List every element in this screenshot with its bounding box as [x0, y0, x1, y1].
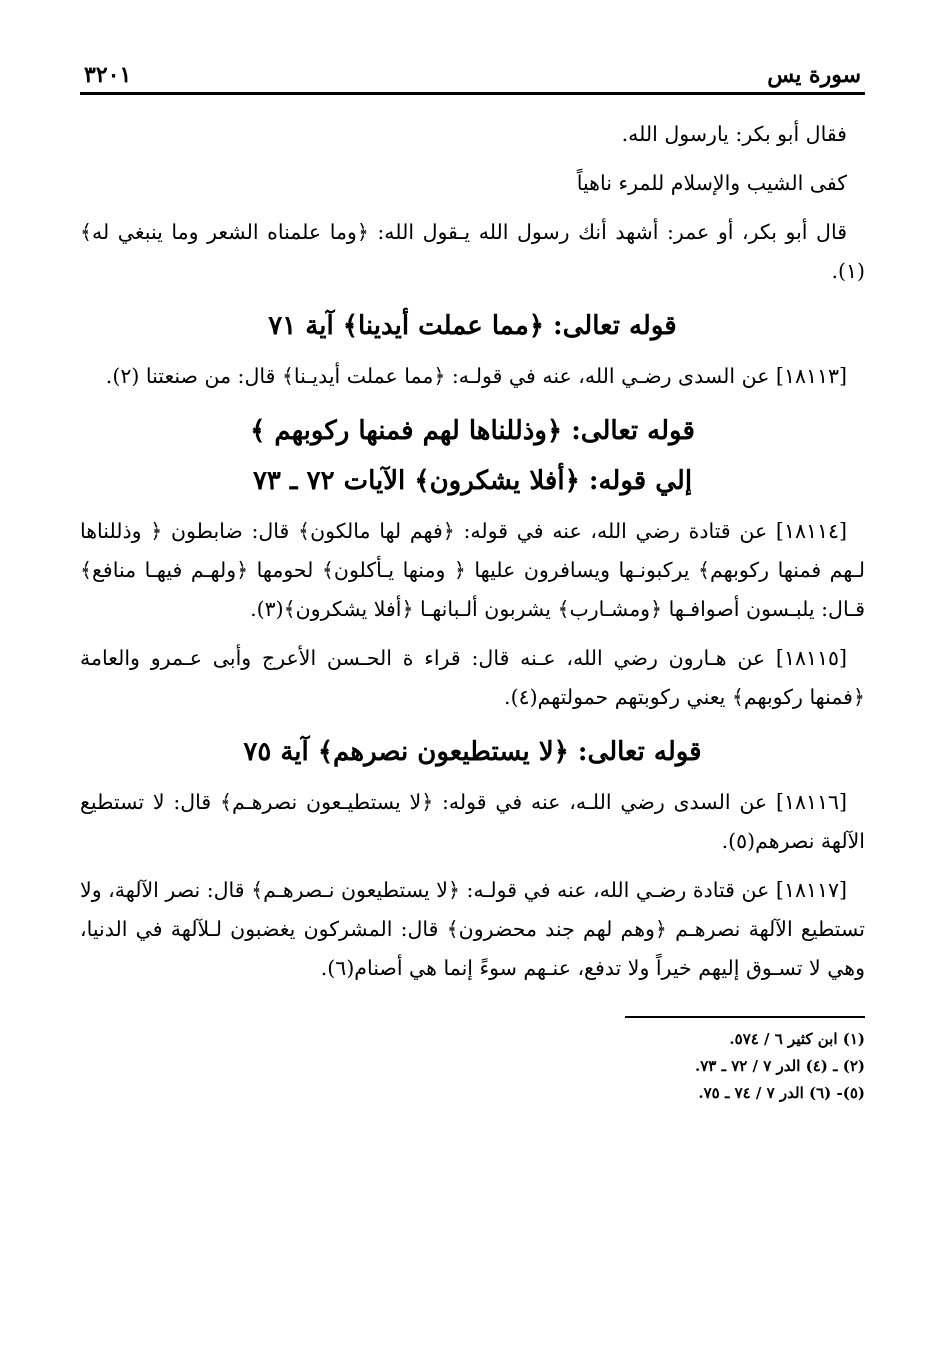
page-body	[80, 115, 865, 988]
paragraph: قال أبو بكر، أو عمر: أشهد أنك رسول الله يـقول الله: ﴿وما علمناه الشعر وما ينبغي له﴾(١).	[80, 220, 865, 283]
footnote-divider	[625, 1016, 865, 1018]
surah-title: سورة يس	[767, 62, 861, 88]
paragraph: [١٨١١٥] عن هـارون رضي الله، عـنه قال: قراء ة الحـسن الأعرج وأبى عـمرو والعامة ﴿فمنها ركوبهم﴾ يعني ركوبتهم حمولتهم(٤).	[80, 646, 865, 709]
paragraph: [١٨١١٧] عن قتادة رضـي الله، عنه في قولـه: ﴿لا يستطيعون نـصرهـم﴾ قال: نصر الآلهة، ولا تستطيع الآلهة نصرهـم ﴿وهم لهم جند محضرون﴾ قال: المشركون يغضبون لـلآلهة في الدنيا، وهي لا تسـوق إليهم خيراً ولا تدفع، عنـهم سوءً إنما هي أصنام(٦).	[80, 878, 865, 980]
paragraph: [١٨١١٦] عن السدى رضي اللـه، عنه في قوله: ﴿لا يستطيـعون نصرهـم﴾ قال: لا تستطيع الآلهة نصرهم(٥).	[80, 790, 865, 853]
footnotes	[80, 1016, 865, 1107]
page-header	[80, 52, 865, 95]
document-page	[80, 52, 865, 1107]
section-heading: قوله تعالى: ﴿مما عملت أيدينا﴾ آية ٧١	[268, 311, 677, 341]
footnote: (٥)- (٦) الدر ٧ / ٧٤ ـ ٧٥.	[698, 1084, 865, 1102]
footnote: (١) ابن كثير ٦ / ٥٧٤.	[729, 1030, 865, 1048]
section-heading: قوله تعالى: ﴿وذللناها لهم فمنها ركوبهم ﴾	[250, 416, 695, 446]
paragraph: [١٨١١٣] عن السدى رضـي الله، عنه في قولـه: ﴿مما عملت أيديـنا﴾ قال: من صنعتنا (٢).	[105, 364, 847, 388]
page-number: ٣٢٠١	[84, 62, 132, 88]
paragraph: [١٨١١٤] عن قتادة رضي الله، عنه في قوله: ﴿فهم لها مالكون﴾ قال: ضابطون ﴿ وذللناها لـهم فمنها ركوبهم﴾ يركبونـها ويسافرون عليها ﴿ ومنها يـأكلون﴾ لحومها ﴿ولهـم فيهـا منافع﴾ قـال: يلبـسون أصوافـها ﴿ومشـارب﴾ يشربون ألـبانهـا ﴿أفلا يشكرون﴾(٣).	[80, 519, 865, 621]
section-heading: قوله تعالى: ﴿لا يستطيعون نصرهم﴾ آية ٧٥	[243, 737, 702, 767]
footnote: (٢) ـ (٤) الدر ٧ / ٧٢ ـ ٧٣.	[694, 1057, 865, 1075]
paragraph: فقال أبو بكر: يارسول الله.	[621, 122, 847, 146]
section-heading: إلي قوله: ﴿أفلا يشكرون﴾ الآيات ٧٢ ـ ٧٣	[252, 466, 693, 496]
paragraph: كفى الشيب والإسلام للمرء ناهياً	[576, 171, 847, 195]
